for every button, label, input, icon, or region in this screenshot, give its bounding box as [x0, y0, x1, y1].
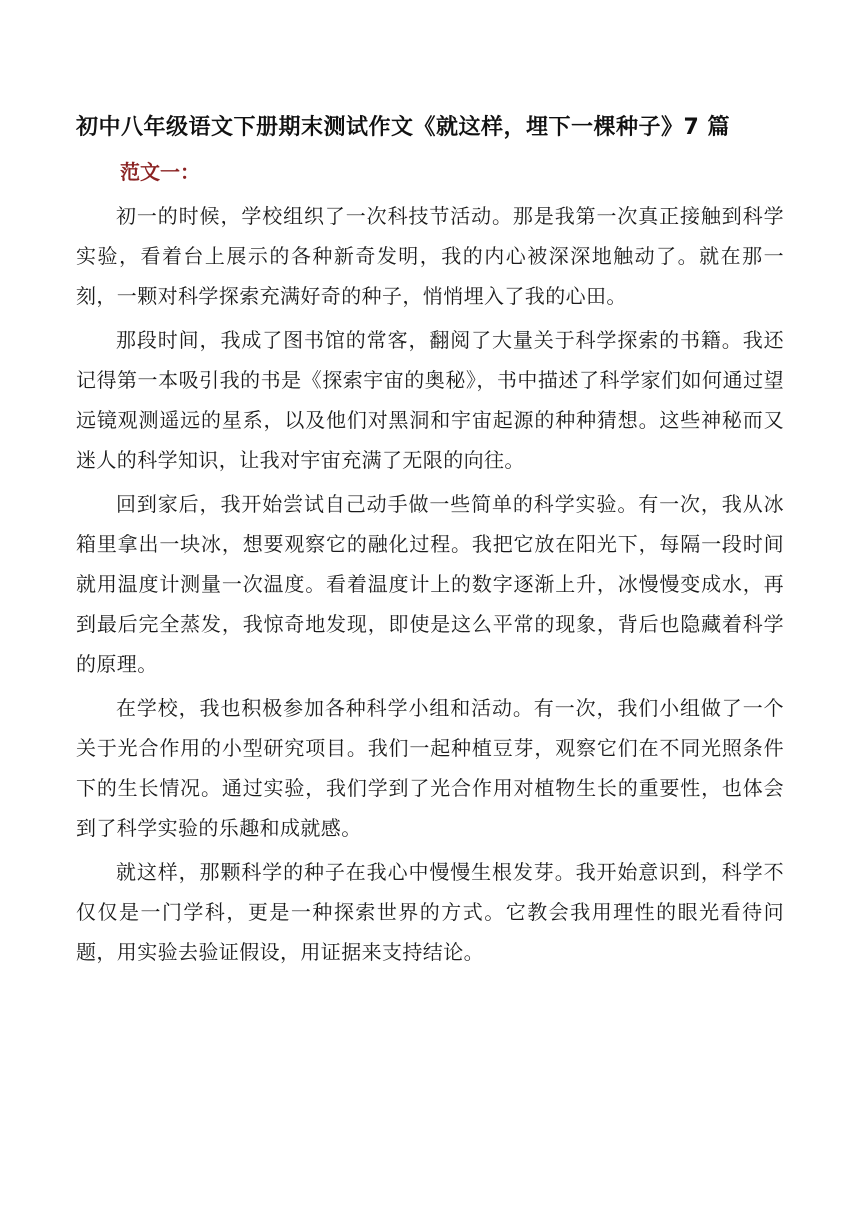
essay-body: [76, 196, 784, 976]
paragraph-1: 初一的时候，学校组织了一次科技节活动。那是我第一次真正接触到科学实验，看着台上展示的各种新奇发明，我的内心被深深地触动了。就在那一刻，一颗对科学探索充满好奇的种子，悄悄埋入了我的心田。: [76, 204, 784, 308]
paragraph-2: 那段时间，我成了图书馆的常客，翻阅了大量关于科学探索的书籍。我还记得第一本吸引我的书是《探索宇宙的奥秘》，书中描述了科学家们如何通过望远镜观测遥远的星系，以及他们对黑洞和宇宙起源的种种猜想。这些神秘而又迷人的科学知识，让我对宇宙充满了无限的向往。: [76, 328, 784, 472]
paragraph-5: 就这样，那颗科学的种子在我心中慢慢生根发芽。我开始意识到，科学不仅仅是一门学科，更是一种探索世界的方式。它教会我用理性的眼光看待问题，用实验去验证假设，用证据来支持结论。: [76, 860, 784, 964]
section-heading: 范文一：: [120, 160, 200, 184]
document-title: 初中八年级语文下册期末测试作文《就这样，埋下一棵种子》7 篇: [76, 115, 730, 140]
paragraph-3: 回到家后，我开始尝试自己动手做一些简单的科学实验。有一次，我从冰箱里拿出一块冰，想要观察它的融化过程。我把它放在阳光下，每隔一段时间就用温度计测量一次温度。看着温度计上的数字逐渐上升，冰慢慢变成水，再到最后完全蒸发，我惊奇地发现，即使是这么平常的现象，背后也隐藏着科学的原理。: [76, 492, 784, 676]
paragraph-4: 在学校，我也积极参加各种科学小组和活动。有一次，我们小组做了一个关于光合作用的小型研究项目。我们一起种植豆芽，观察它们在不同光照条件下的生长情况。通过实验，我们学到了光合作用对植物生长的重要性，也体会到了科学实验的乐趣和成就感。: [76, 696, 784, 840]
